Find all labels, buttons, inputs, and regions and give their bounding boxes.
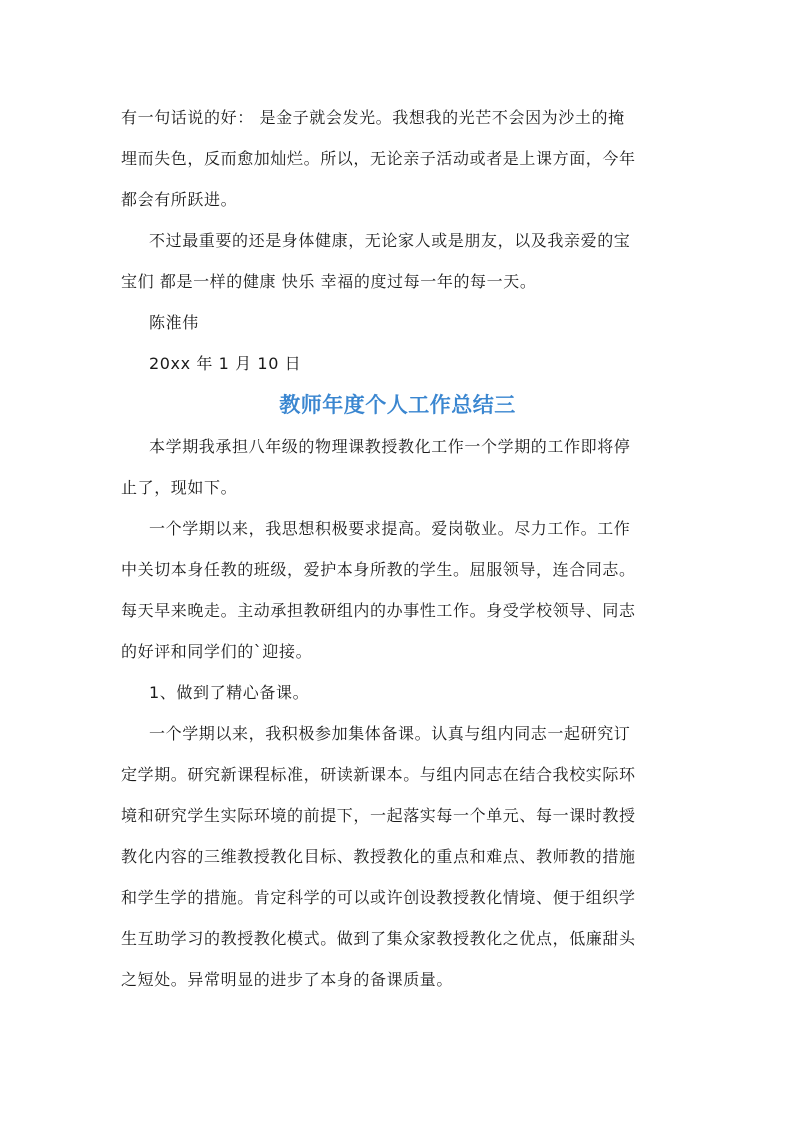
text-line: 的好评和同学们的`迎接。 (121, 642, 313, 661)
text-line: 止了，现如下。 (121, 478, 238, 497)
text-line: 本学期我承担八年级的物理课教授教化工作一个学期的工作即将停 (149, 437, 631, 456)
date-text: 20xx 年 1 月 10 日 (149, 354, 302, 373)
author-name: 陈淮伟 (149, 313, 199, 332)
text-line: 定学期。研究新课程标准，研读新课本。与组内同志在结合我校实际环 (121, 765, 636, 784)
section-title: 教师年度个人工作总结三 (279, 393, 516, 417)
text-line: 境和研究学生实际环境的前提下，一起落实每一个单元、每一课时教授 (121, 806, 636, 825)
text-line: 和学生学的措施。肯定科学的可以或许创设教授教化情境、便于组织学 (121, 888, 636, 907)
text-line: 一个学期以来，我思想积极要求提高。爱岗敬业。尽力工作。工作 (149, 519, 631, 538)
text-line: 之短处。异常明显的进步了本身的备课质量。 (121, 970, 454, 989)
paragraph-closing-2 (121, 220, 674, 302)
text-line: 教化内容的三维教授教化目标、教授教化的重点和难点、教师教的措施 (121, 847, 636, 866)
paragraph-heading-1 (121, 672, 674, 713)
paragraph-lesson-prep (121, 713, 674, 1000)
text-line: 中关切本身任教的班级，爱护本身所教的学生。屈服领导，连合同志。 (121, 560, 636, 579)
text-line: 埋而失色，反而愈加灿烂。所以，无论亲子活动或者是上课方面，今年 (121, 149, 636, 168)
text-line: 一个学期以来，我积极参加集体备课。认真与组内同志一起研究订 (149, 724, 631, 743)
paragraph-attitude (121, 508, 674, 672)
paragraph-intro (121, 426, 674, 508)
text-line: 有一句话说的好： 是金子就会发光。我想我的光芒不会因为沙土的掩 (121, 108, 625, 127)
signature-name (121, 302, 674, 343)
text-line: 宝们 都是一样的健康 快乐 幸福的度过每一年的每一天。 (121, 272, 537, 291)
numbered-heading: 1、做到了精心备课。 (149, 683, 310, 702)
text-line: 生互助学习的教授教化模式。做到了集众家教授教化之优点，低廉甜头 (121, 929, 636, 948)
document-page (121, 97, 674, 1000)
text-line: 都会有所跃进。 (121, 190, 238, 209)
paragraph-closing-1 (121, 97, 674, 220)
text-line: 每天早来晚走。主动承担教研组内的办事性工作。身受学校领导、同志 (121, 601, 636, 620)
text-line: 不过最重要的还是身体健康，无论家人或是朋友，以及我亲爱的宝 (149, 231, 631, 250)
signature-date (121, 343, 674, 384)
